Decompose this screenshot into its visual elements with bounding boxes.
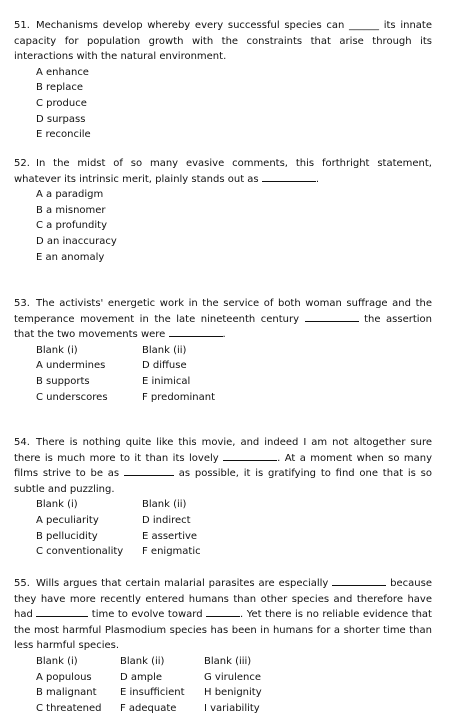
option-e[interactable]: E assertive [142, 530, 198, 542]
option-e[interactable]: E inimical [142, 375, 191, 387]
option-e[interactable]: E an anomaly [36, 251, 105, 263]
header-blank-ii: Blank (ii) [142, 499, 187, 511]
option-c[interactable]: C conventionality [36, 546, 124, 558]
option-e[interactable]: E insufficient [120, 687, 185, 699]
answer-blank[interactable] [262, 172, 316, 182]
option-b[interactable]: B pellucidity [36, 530, 98, 542]
question-51 [14, 18, 432, 143]
option-f[interactable]: F predominant [142, 391, 216, 403]
question-text: Wills argues that certain malarial parasites are especially [36, 578, 329, 589]
header-blank-ii: Blank (ii) [142, 344, 187, 356]
option-b[interactable]: B replace [36, 82, 83, 94]
option-f[interactable]: F adequate [120, 702, 177, 714]
option-d[interactable]: D diffuse [142, 360, 187, 372]
blank-ii[interactable] [169, 327, 223, 337]
option-i[interactable]: I variability [204, 702, 260, 714]
option-g[interactable]: G virulence [204, 671, 261, 683]
question-text: In the midst of so many evasive comments, this forthright statement, whatever its intrinsic merit, plainly stands out as [14, 158, 432, 185]
option-d[interactable]: D ample [120, 671, 163, 683]
answer-grid [14, 654, 432, 716]
blank-i[interactable] [223, 451, 277, 461]
question-number: 55. [14, 578, 30, 589]
option-f[interactable]: F enigmatic [142, 546, 201, 558]
option-b[interactable]: B supports [36, 375, 90, 387]
header-blank-i: Blank (i) [36, 344, 78, 356]
option-a[interactable]: A undermines [36, 360, 106, 372]
header-blank-ii: Blank (ii) [120, 655, 165, 667]
question-number: 51. [14, 20, 30, 31]
option-c[interactable]: C a profundity [36, 220, 107, 232]
option-c[interactable]: C underscores [36, 391, 108, 403]
blank-i[interactable] [332, 576, 386, 586]
header-blank-i: Blank (i) [36, 655, 78, 667]
option-c[interactable]: C threatened [36, 702, 102, 714]
header-blank-iii: Blank (iii) [204, 655, 252, 667]
answer-grid [14, 343, 432, 405]
question-text: The activists' energetic work in the service of both woman suffrage and the temperance movement in the late nineteenth century [14, 298, 432, 325]
question-number: 53. [14, 298, 30, 309]
question-55: 55. Wills argues that certain malarial parasites are especially because they have more recently entered humans than other species and therefore have had time to evolve toward . Yet there is no reliable evidence that the most harmful Plasmodium species has been in humans for a shorter time than less harmful species. Blank (i) Blank (ii) Blank (iii) A populous D ample G virulence B malignant E insufficient H benignity C threatened F adequate I variability [14, 576, 432, 716]
option-c[interactable]: C produce [36, 97, 87, 109]
blank-ii[interactable] [124, 466, 174, 476]
answer-grid [14, 497, 432, 559]
question-number: 54. [14, 437, 30, 448]
option-b[interactable]: B a misnomer [36, 204, 106, 216]
option-d[interactable]: D surpass [36, 113, 86, 125]
question-text: There is nothing quite like this movie, and indeed I am not altogether sure there is much more to it than its lovely [14, 437, 432, 464]
blank-iii[interactable] [206, 607, 240, 617]
option-a[interactable]: A enhance [36, 66, 89, 78]
question-number: 52. [14, 158, 30, 169]
option-e[interactable]: E reconcile [36, 129, 91, 141]
header-blank-i: Blank (i) [36, 499, 78, 511]
option-a[interactable]: A a paradigm [36, 189, 104, 201]
option-b[interactable]: B malignant [36, 687, 97, 699]
option-a[interactable]: A populous [36, 671, 92, 683]
blank-i[interactable] [305, 312, 359, 322]
option-d[interactable]: D an inaccuracy [36, 235, 117, 247]
option-a[interactable]: A peculiarity [36, 514, 99, 526]
question-54: 54. There is nothing quite like this movie, and indeed I am not altogether sure there is much more to it than its lovely . At a moment when so many films strive to be as as possible, it is gratifying to find one that is so subtle and puzzling. Blank (i) Blank (ii) A peculiarity D indirect B pellucidity E assertive C conventionality F enigmatic [14, 435, 432, 560]
question-53: 53. The activists' energetic work in the service of both woman suffrage and the temperance movement in the late nineteenth century the assertion that the two movements were . Blank (i) Blank (ii) A undermines D diffuse B supports E inimical C underscores F predominant [14, 296, 432, 405]
question-text: Mechanisms develop whereby every successful species can ______ its innate capacity for population growth with the constraints that arise through its interactions with the natural environment. [14, 20, 432, 63]
option-h[interactable]: H benignity [204, 687, 262, 699]
blank-ii[interactable] [36, 607, 88, 617]
question-52: 52. In the midst of so many evasive comments, this forthright statement, whatever its intrinsic merit, plainly stands out as . A a paradigm B a misnomer C a profundity D an inaccuracy E an anomaly [14, 156, 432, 265]
option-d[interactable]: D indirect [142, 514, 191, 526]
